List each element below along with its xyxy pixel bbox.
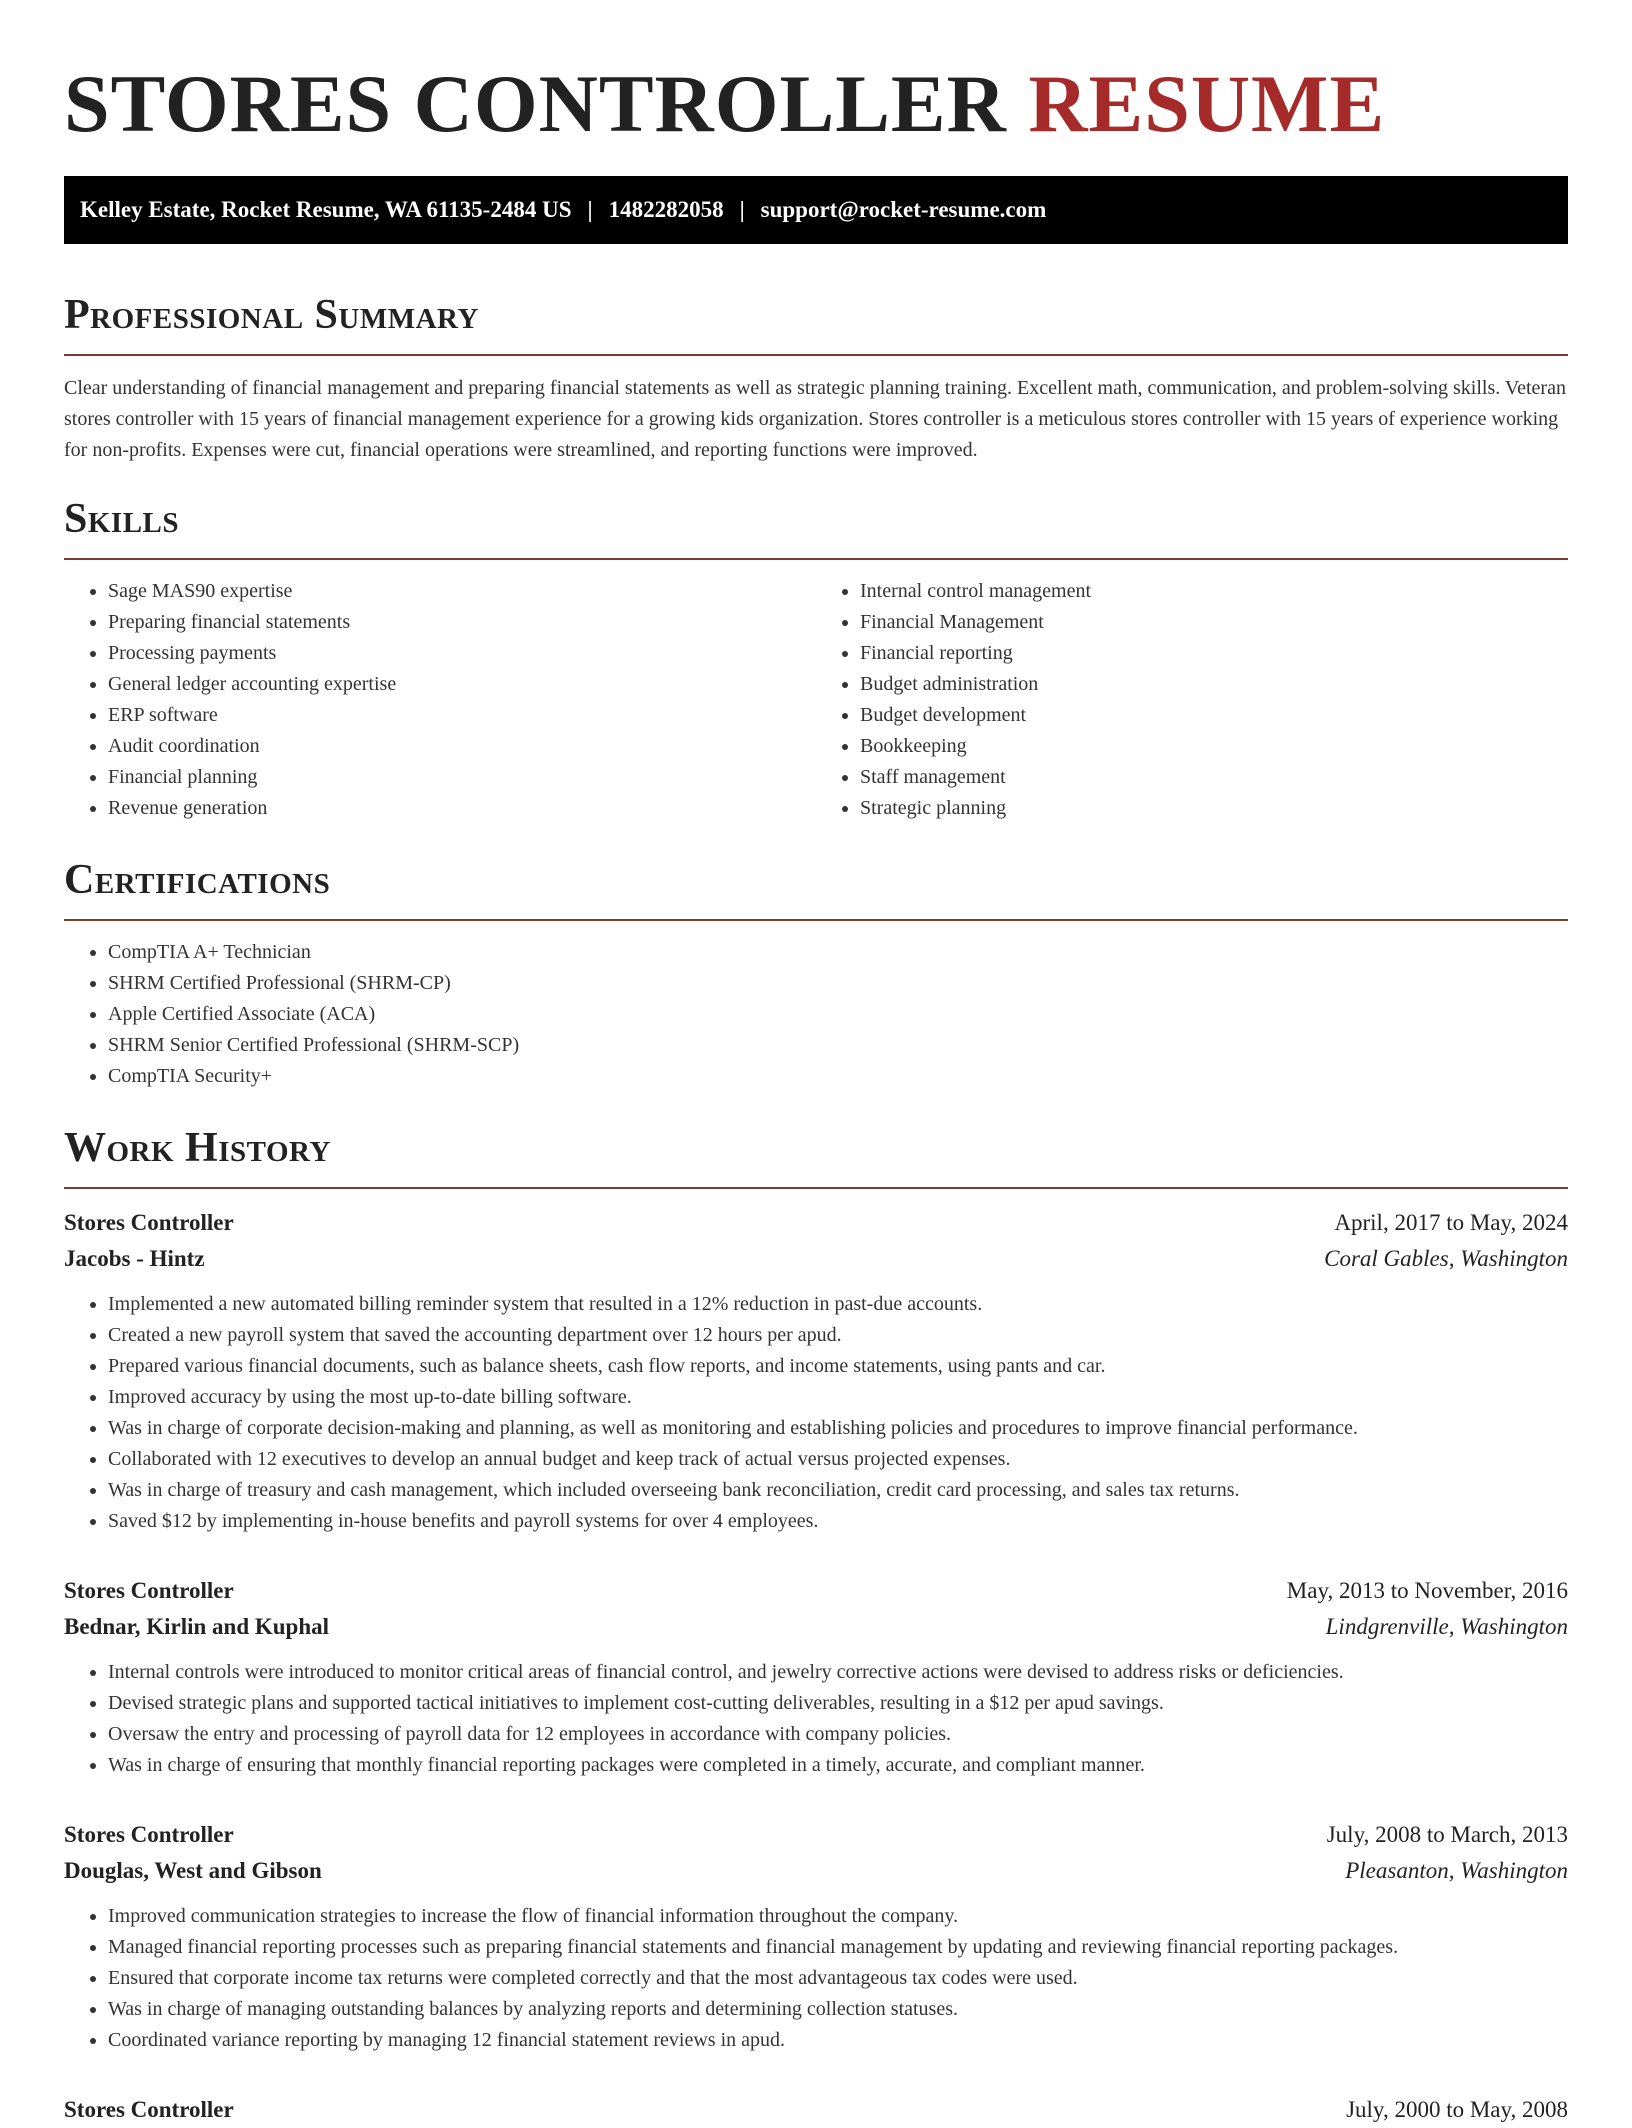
job-duty-item: • Managed financial reporting processes such as preparing financial statements and financial management by updating and reviewing financial reporting packages. (108, 1932, 1568, 1963)
job-location: Coral Gables, Washington (1324, 1246, 1568, 1271)
job-entry (64, 2092, 1568, 2128)
skill-item: • Processing payments (108, 638, 816, 669)
job-company: Jacobs - Hintz (64, 1246, 205, 1271)
skill-item: • Financial Management (860, 607, 1568, 638)
job-company-row (64, 1609, 1568, 1645)
job-location: Lindgrenville, Washington (1325, 1614, 1568, 1639)
job-title: Stores Controller (64, 2097, 234, 2122)
job-duty-item: • Saved $12 by implementing in-house benefits and payroll systems for over 4 employees. (108, 1506, 1568, 1537)
job-duty-item: • Was in charge of corporate decision-making and planning, as well as monitoring and establishing policies and procedures to improve financial performance. (108, 1413, 1568, 1444)
title-main: STORES CONTROLLER (64, 58, 1007, 149)
job-location: Pleasanton, Washington (1345, 1858, 1568, 1883)
work-history-heading: Work History (64, 1125, 331, 1171)
certification-item: • SHRM Senior Certified Professional (SHRM-SCP) (108, 1030, 1568, 1061)
job-duty-item: • Devised strategic plans and supported tactical initiatives to implement cost-cutting deliverables, resulting in a $12 per apud savings. (108, 1688, 1568, 1719)
skill-item: • General ledger accounting expertise (108, 669, 816, 700)
job-duty-item: • Coordinated variance reporting by managing 12 financial statement reviews in apud. (108, 2025, 1568, 2056)
skills-list-left (64, 576, 816, 824)
job-header-row (64, 1205, 1568, 1241)
job-company: Bednar, Kirlin and Kuphal (64, 1614, 330, 1639)
skill-item: • Financial reporting (860, 638, 1568, 669)
job-entry (64, 1573, 1568, 1781)
job-duties-list (64, 1289, 1568, 1537)
skill-item: • Budget administration (860, 669, 1568, 700)
job-company: Douglas, West and Gibson (64, 1858, 322, 1883)
contact-email: support@rocket-resume.com (760, 197, 1047, 222)
job-duty-item: • Internal controls were introduced to monitor critical areas of financial control, and jewelry corrective actions were devised to address risks or deficiencies. (108, 1657, 1568, 1688)
resume-page (64, 0, 1568, 2128)
skill-item: • Sage MAS90 expertise (108, 576, 816, 607)
job-duty-item: • Was in charge of managing outstanding balances by analyzing reports and determining collection statuses. (108, 1994, 1568, 2025)
section-divider (64, 1187, 1568, 1189)
section-divider (64, 354, 1568, 356)
skill-item: • Preparing financial statements (108, 607, 816, 638)
job-dates: July, 2000 to May, 2008 (1346, 2097, 1568, 2122)
skills-columns (64, 576, 1568, 824)
skill-item: • Audit coordination (108, 731, 816, 762)
skill-item: • Bookkeeping (860, 731, 1568, 762)
job-dates: July, 2008 to March, 2013 (1326, 1822, 1568, 1847)
section-divider (64, 919, 1568, 921)
skill-item: • Revenue generation (108, 793, 816, 824)
contact-address: Kelley Estate, Rocket Resume, WA 61135-2484 US (80, 197, 572, 222)
job-duty-item: • Created a new payroll system that saved the accounting department over 12 hours per apud. (108, 1320, 1568, 1351)
contact-separator: | (587, 197, 593, 222)
job-title: Stores Controller (64, 1210, 234, 1235)
job-duty-item: • Implemented a new automated billing reminder system that resulted in a 12% reduction in past-due accounts. (108, 1289, 1568, 1320)
title-accent: RESUME (1028, 58, 1386, 149)
skill-item: • Budget development (860, 700, 1568, 731)
certification-item: • Apple Certified Associate (ACA) (108, 999, 1568, 1030)
summary-section (64, 289, 1568, 466)
job-duty-item: • Collaborated with 12 executives to develop an annual budget and keep track of actual versus projected expenses. (108, 1444, 1568, 1475)
job-duty-item: • Was in charge of treasury and cash management, which included overseeing bank reconciliation, credit card processing, and sales tax returns. (108, 1475, 1568, 1506)
section-divider (64, 558, 1568, 560)
job-duty-item: • Prepared various financial documents, such as balance sheets, cash flow reports, and income statements, using pants and car. (108, 1351, 1568, 1382)
summary-heading: Professional Summary (64, 292, 479, 338)
skill-item: • ERP software (108, 700, 816, 731)
job-entry (64, 1205, 1568, 1537)
job-duties-list (64, 1901, 1568, 2056)
skill-item: • Internal control management (860, 576, 1568, 607)
certification-item: • SHRM Certified Professional (SHRM-CP) (108, 968, 1568, 999)
skill-item: • Staff management (860, 762, 1568, 793)
resume-title (64, 0, 1568, 152)
certifications-heading: Certifications (64, 857, 331, 903)
job-header-row (64, 1817, 1568, 1853)
job-duties-list (64, 1657, 1568, 1781)
certification-item: • CompTIA Security+ (108, 1061, 1568, 1092)
job-dates: May, 2013 to November, 2016 (1286, 1578, 1568, 1603)
skills-section (64, 493, 1568, 824)
summary-text: Clear understanding of financial management and preparing financial statements as well as strategic planning training. Excellent math, communication, and problem-solving skills. Veteran stores controller with 15 years of financial management experience for a growing kids organization. Stores controller is a meticulous stores controller with 15 years of experience working for non-profits. Expenses were cut, financial operations were streamlined, and reporting functions were improved. (64, 377, 1566, 461)
job-header-row (64, 1573, 1568, 1609)
work-history-section (64, 1122, 1568, 2128)
job-company-row (64, 1853, 1568, 1889)
job-duty-item: • Oversaw the entry and processing of payroll data for 12 employees in accordance with company policies. (108, 1719, 1568, 1750)
job-duty-item: • Improved accuracy by using the most up-to-date billing software. (108, 1382, 1568, 1413)
job-duty-item: • Ensured that corporate income tax returns were completed correctly and that the most advantageous tax codes were used. (108, 1963, 1568, 1994)
job-dates: April, 2017 to May, 2024 (1334, 1210, 1568, 1235)
skills-list-right (816, 576, 1568, 824)
skills-heading: Skills (64, 496, 180, 542)
job-company-row (64, 1241, 1568, 1277)
contact-bar (64, 176, 1568, 244)
contact-phone: 1482282058 (608, 197, 724, 222)
job-entry (64, 1817, 1568, 2056)
skill-item: • Strategic planning (860, 793, 1568, 824)
job-title: Stores Controller (64, 1822, 234, 1847)
skill-item: • Financial planning (108, 762, 816, 793)
job-duty-item: • Improved communication strategies to increase the flow of financial information throughout the company. (108, 1901, 1568, 1932)
certifications-list (64, 937, 1568, 1092)
certifications-section (64, 854, 1568, 1092)
certification-item: • CompTIA A+ Technician (108, 937, 1568, 968)
job-header-row (64, 2092, 1568, 2128)
contact-separator: | (739, 197, 745, 222)
job-title: Stores Controller (64, 1578, 234, 1603)
job-duty-item: • Was in charge of ensuring that monthly financial reporting packages were completed in a timely, accurate, and compliant manner. (108, 1750, 1568, 1781)
